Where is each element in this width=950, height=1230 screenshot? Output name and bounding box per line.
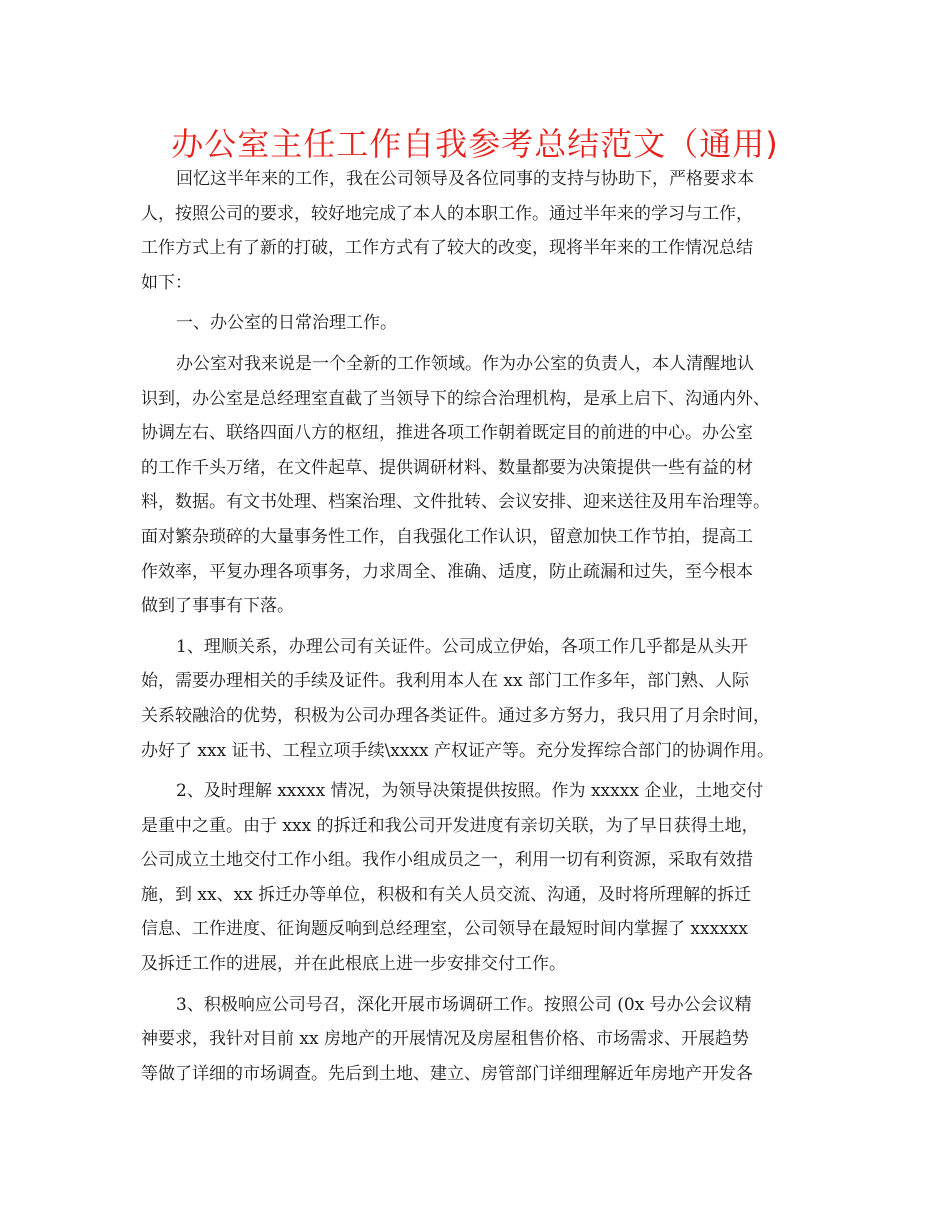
document-title: 办公室主任工作自我参考总结范文（通用) (171, 125, 779, 163)
text-line: 的工作千头万绪，在文件起草、提供调研材料、数量都要为决策提供一些有益的材 (141, 457, 753, 478)
text-line: 1、理顺关系，办理公司有关证件。公司成立伊始，各项工作几乎都是从头开 (176, 636, 748, 657)
document-body (141, 162, 821, 1091)
text-line: 始，需要办理相关的手续及证件。我利用本人在 xx 部门工作多年，部门熟、人际 (141, 671, 749, 692)
paragraph-intro (141, 162, 821, 300)
text-line: 关系较融洽的优势，积极为公司办理各类证件。通过多方努力，我只用了月余时间， (141, 705, 770, 726)
text-line: 信息、工作进度、征询题反响到总经理室，公司领导在最短时间内掌握了 xxxxxx (141, 919, 748, 940)
text-line: 一、办公室的日常治理工作。 (176, 313, 397, 334)
text-line: 及拆迁工作的进展，并在此根底上进一步安排交付工作。 (141, 954, 566, 975)
text-line: 工作方式上有了新的打破，工作方式有了较大的改变，现将半年来的工作情况总结 (141, 238, 753, 259)
text-line: 公司成立土地交付工作小组。我作小组成员之一，利用一切有利资源，采取有效措 (141, 850, 753, 871)
text-line: 如下： (141, 272, 192, 293)
text-line: 2、及时理解 xxxxx 情况，为领导决策提供按照。作为 xxxxx 企业，土地交付 (176, 781, 764, 802)
text-line: 办好了 xxx 证书、工程立项手续\xxxx 产权证产等。充分发挥综合部门的协调作用。 (141, 740, 775, 761)
text-line: 施，到 xx、xx 拆迁办等单位，积极和有关人员交流、沟通，及时将所理解的拆迁 (141, 884, 752, 905)
paragraph-item-2 (141, 774, 821, 982)
text-line: 作效率，平复办理各项事务，力求周全、准确、适度，防止疏漏和过失，至今根本 (141, 561, 753, 582)
paragraph-item-3 (141, 988, 821, 1092)
paragraph-office-role (141, 347, 821, 624)
text-line: 办公室对我来说是一个全新的工作领域。作为办公室的负责人，本人清醒地认 (176, 353, 754, 374)
section-heading (141, 306, 821, 341)
text-line: 是重中之重。由于 xxx 的拆迁和我公司开发进度有亲切关联，为了早日获得土地， (141, 815, 759, 836)
text-line: 回忆这半年来的工作，我在公司领导及各位同事的支持与协助下，严格要求本 (176, 169, 754, 189)
text-line: 做到了事事有下落。 (141, 596, 294, 617)
text-line: 3、积极响应公司号召，深化开展市场调研工作。按照公司 (0x 号办公会议精 (176, 994, 752, 1015)
text-line: 面对繁杂琐碎的大量事务性工作，自我强化工作认识，留意加快工作节拍，提高工 (141, 526, 753, 547)
text-line: 协调左右、联络四面八方的枢纽，推进各项工作朝着既定目的前进的中心。办公室 (141, 423, 753, 444)
paragraph-item-1 (141, 630, 821, 768)
text-line: 神要求，我针对目前 xx 房地产的开展情况及房屋租售价格、市场需求、开展趋势 (141, 1029, 749, 1050)
text-line: 等做了详细的市场调查。先后到土地、建立、房管部门详细理解近年房地产开发各 (141, 1063, 753, 1084)
text-line: 识到，办公室是总经理室直截了当领导下的综合治理机构，是承上启下、沟通内外、 (141, 388, 770, 409)
text-line: 人，按照公司的要求，较好地完成了本人的本职工作。通过半年来的学习与工作， (141, 203, 753, 224)
text-line: 料，数据。有文书处理、档案治理、文件批转、会议安排、迎来送往及用车治理等。 (141, 492, 770, 513)
